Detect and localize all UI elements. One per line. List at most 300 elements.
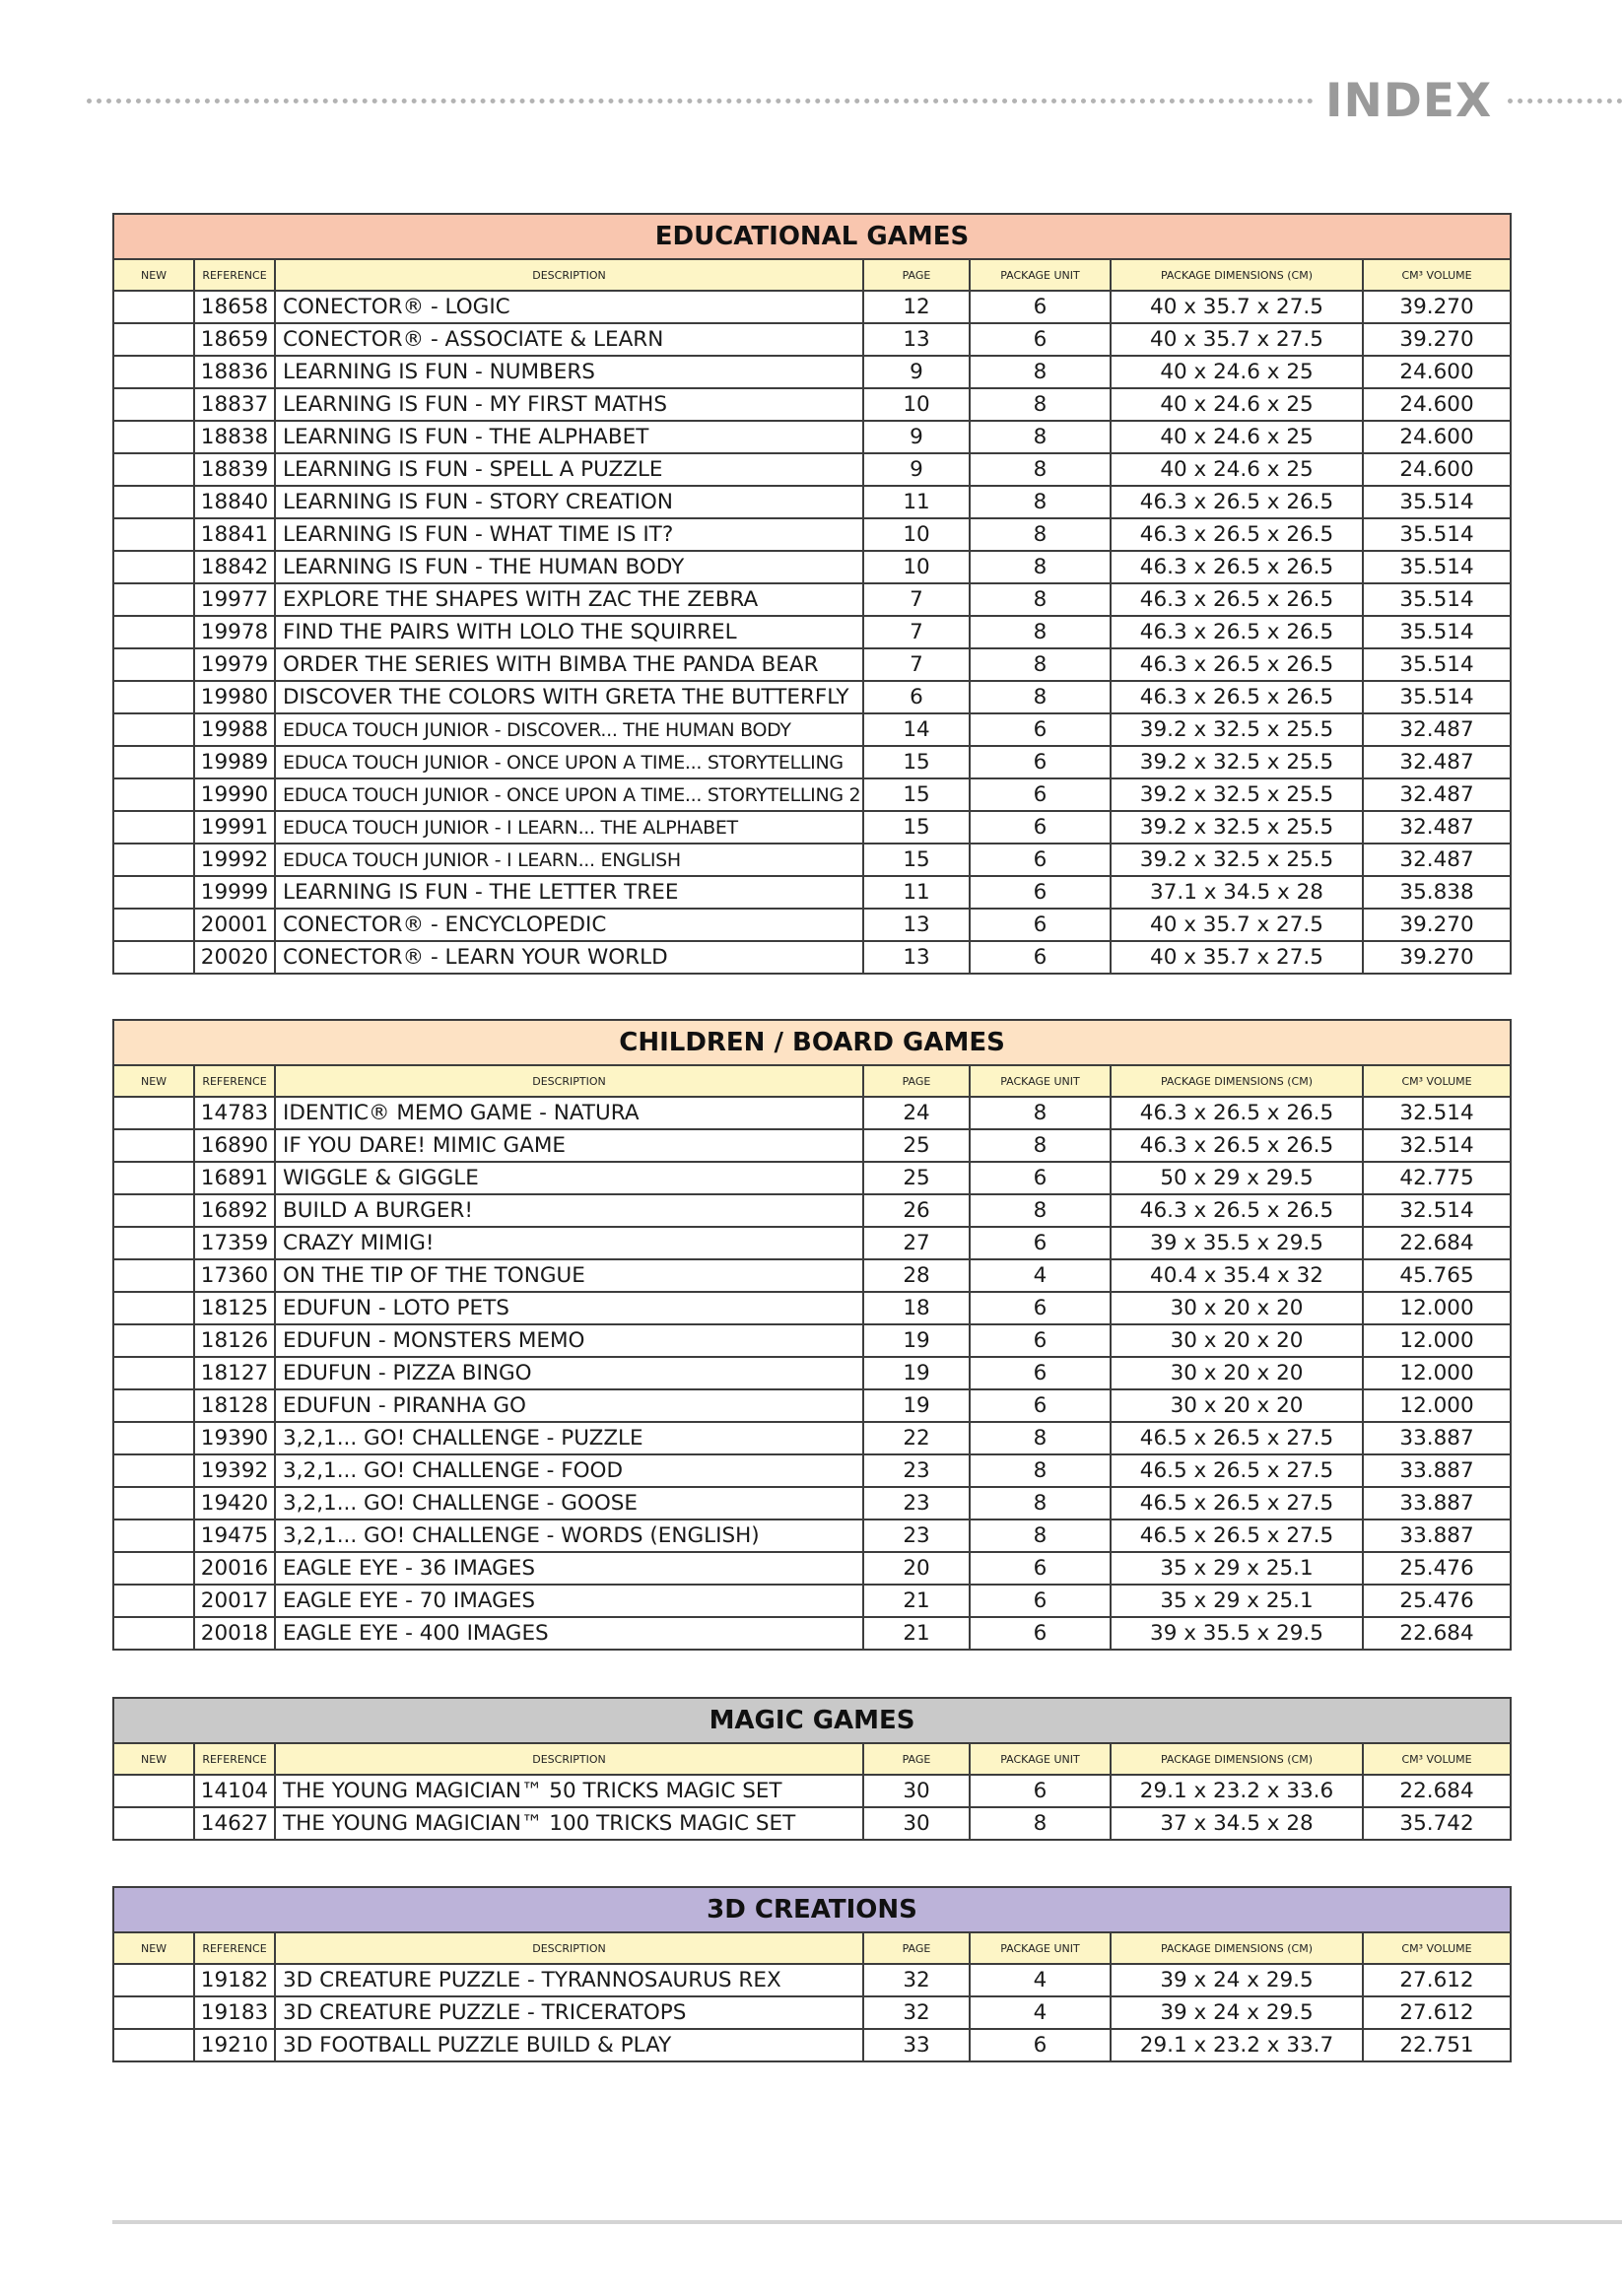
table-row (113, 1552, 1511, 1585)
cell-description: IF YOU DARE! MIMIC GAME (275, 1129, 863, 1162)
cell-page: 12 (863, 291, 970, 323)
cell-page: 14 (863, 713, 970, 746)
column-header-new: NEW (113, 259, 194, 291)
cell-description: EDUFUN - MONSTERS MEMO (275, 1324, 863, 1357)
cell-volume: 35.514 (1363, 681, 1511, 713)
cell-package-unit: 6 (970, 909, 1111, 941)
cell-package-dimensions: 30 x 20 x 20 (1111, 1389, 1363, 1422)
cell-page: 15 (863, 844, 970, 876)
index-table (112, 213, 1512, 975)
cell-package-unit: 8 (970, 356, 1111, 388)
cell-package-unit: 8 (970, 1097, 1111, 1129)
column-header-new: NEW (113, 1065, 194, 1097)
cell-package-unit: 6 (970, 811, 1111, 844)
cell-package-unit: 6 (970, 746, 1111, 778)
cell-description: ORDER THE SERIES WITH BIMBA THE PANDA BEAR (275, 648, 863, 681)
cell-package-dimensions: 46.3 x 26.5 x 26.5 (1111, 551, 1363, 583)
cell-volume: 35.742 (1363, 1807, 1511, 1840)
cell-volume: 35.514 (1363, 486, 1511, 518)
cell-volume: 22.751 (1363, 2029, 1511, 2061)
dotted-rule-right (1508, 99, 1622, 103)
cell-description: CRAZY MIMIG! (275, 1227, 863, 1259)
cell-new (113, 1194, 194, 1227)
cell-new (113, 1324, 194, 1357)
cell-package-dimensions: 46.3 x 26.5 x 26.5 (1111, 518, 1363, 551)
column-header-package-dimensions: PACKAGE DIMENSIONS (CM) (1111, 1932, 1363, 1964)
cell-volume: 35.514 (1363, 518, 1511, 551)
cell-package-dimensions: 46.3 x 26.5 x 26.5 (1111, 1097, 1363, 1129)
table-row (113, 1996, 1511, 2029)
column-header-description: DESCRIPTION (275, 1065, 863, 1097)
cell-description: LEARNING IS FUN - THE HUMAN BODY (275, 551, 863, 583)
cell-package-dimensions: 46.5 x 26.5 x 27.5 (1111, 1454, 1363, 1487)
cell-volume: 39.270 (1363, 941, 1511, 974)
cell-volume: 35.514 (1363, 616, 1511, 648)
index-table (112, 1886, 1512, 2062)
table-row (113, 1487, 1511, 1519)
cell-new (113, 844, 194, 876)
cell-page: 28 (863, 1259, 970, 1292)
cell-page: 19 (863, 1357, 970, 1389)
table-row (113, 291, 1511, 323)
table-row (113, 1162, 1511, 1194)
cell-description: 3D CREATURE PUZZLE - TRICERATOPS (275, 1996, 863, 2029)
cell-new (113, 811, 194, 844)
cell-page: 24 (863, 1097, 970, 1129)
page-header (0, 67, 1622, 136)
cell-package-unit: 4 (970, 1964, 1111, 1996)
cell-package-dimensions: 39 x 35.5 x 29.5 (1111, 1227, 1363, 1259)
cell-reference: 19980 (194, 681, 275, 713)
cell-package-unit: 4 (970, 1259, 1111, 1292)
cell-new (113, 1389, 194, 1422)
cell-new (113, 1807, 194, 1840)
cell-package-dimensions: 46.3 x 26.5 x 26.5 (1111, 486, 1363, 518)
cell-reference: 19978 (194, 616, 275, 648)
cell-description: EAGLE EYE - 70 IMAGES (275, 1585, 863, 1617)
cell-description: CONECTOR® - ASSOCIATE & LEARN (275, 323, 863, 356)
cell-description: LEARNING IS FUN - THE ALPHABET (275, 421, 863, 453)
cell-package-unit: 6 (970, 1775, 1111, 1807)
column-header-reference: REFERENCE (194, 259, 275, 291)
cell-package-unit: 6 (970, 323, 1111, 356)
cell-reference: 19183 (194, 1996, 275, 2029)
cell-volume: 35.514 (1363, 551, 1511, 583)
cell-new (113, 1487, 194, 1519)
cell-volume: 33.887 (1363, 1454, 1511, 1487)
cell-new (113, 616, 194, 648)
table-row (113, 1519, 1511, 1552)
cell-new (113, 551, 194, 583)
cell-new (113, 1162, 194, 1194)
table-row (113, 2029, 1511, 2061)
cell-description: THE YOUNG MAGICIAN™ 50 TRICKS MAGIC SET (275, 1775, 863, 1807)
cell-reference: 19988 (194, 713, 275, 746)
column-header-description: DESCRIPTION (275, 1932, 863, 1964)
cell-new (113, 1519, 194, 1552)
cell-package-unit: 6 (970, 1585, 1111, 1617)
cell-reference: 18126 (194, 1324, 275, 1357)
cell-new (113, 1454, 194, 1487)
cell-package-unit: 6 (970, 1357, 1111, 1389)
cell-volume: 33.887 (1363, 1487, 1511, 1519)
cell-new (113, 486, 194, 518)
index-table (112, 1019, 1512, 1651)
cell-new (113, 323, 194, 356)
cell-package-dimensions: 39.2 x 32.5 x 25.5 (1111, 713, 1363, 746)
cell-new (113, 909, 194, 941)
cell-package-unit: 8 (970, 1519, 1111, 1552)
cell-volume: 35.514 (1363, 583, 1511, 616)
cell-reference: 18840 (194, 486, 275, 518)
cell-description: EDUCA TOUCH JUNIOR - ONCE UPON A TIME... STORYTELLING 2 (275, 778, 863, 811)
cell-volume: 32.487 (1363, 844, 1511, 876)
table-row (113, 909, 1511, 941)
cell-package-dimensions: 40 x 24.6 x 25 (1111, 421, 1363, 453)
cell-reference: 14104 (194, 1775, 275, 1807)
cell-volume: 39.270 (1363, 323, 1511, 356)
cell-description: LEARNING IS FUN - THE LETTER TREE (275, 876, 863, 909)
cell-new (113, 1259, 194, 1292)
cell-description: CONECTOR® - LEARN YOUR WORLD (275, 941, 863, 974)
cell-reference: 19390 (194, 1422, 275, 1454)
cell-package-unit: 8 (970, 648, 1111, 681)
column-header-page: PAGE (863, 1743, 970, 1775)
cell-new (113, 1129, 194, 1162)
cell-package-unit: 8 (970, 1194, 1111, 1227)
cell-package-unit: 6 (970, 778, 1111, 811)
section-title: 3D CREATIONS (113, 1887, 1511, 1932)
cell-package-unit: 8 (970, 518, 1111, 551)
cell-page: 9 (863, 421, 970, 453)
table-row (113, 616, 1511, 648)
dotted-rule-left (87, 99, 1314, 103)
cell-reference: 18841 (194, 518, 275, 551)
cell-new (113, 2029, 194, 2061)
cell-page: 15 (863, 746, 970, 778)
cell-package-unit: 8 (970, 1422, 1111, 1454)
cell-description: WIGGLE & GIGGLE (275, 1162, 863, 1194)
cell-new (113, 746, 194, 778)
cell-volume: 24.600 (1363, 421, 1511, 453)
column-header-reference: REFERENCE (194, 1065, 275, 1097)
cell-page: 20 (863, 1552, 970, 1585)
cell-page: 23 (863, 1454, 970, 1487)
cell-package-dimensions: 46.3 x 26.5 x 26.5 (1111, 681, 1363, 713)
cell-package-dimensions: 35 x 29 x 25.1 (1111, 1552, 1363, 1585)
table-row (113, 583, 1511, 616)
cell-description: EXPLORE THE SHAPES WITH ZAC THE ZEBRA (275, 583, 863, 616)
section-children-board-games (112, 1019, 1510, 1651)
column-header-package-dimensions: PACKAGE DIMENSIONS (CM) (1111, 1065, 1363, 1097)
cell-volume: 25.476 (1363, 1585, 1511, 1617)
cell-volume: 42.775 (1363, 1162, 1511, 1194)
cell-package-unit: 6 (970, 876, 1111, 909)
table-row (113, 746, 1511, 778)
cell-new (113, 1422, 194, 1454)
column-header-reference: REFERENCE (194, 1743, 275, 1775)
cell-page: 25 (863, 1129, 970, 1162)
cell-new (113, 1775, 194, 1807)
cell-package-unit: 8 (970, 1807, 1111, 1840)
cell-reference: 20001 (194, 909, 275, 941)
cell-package-unit: 8 (970, 681, 1111, 713)
cell-package-unit: 8 (970, 486, 1111, 518)
cell-new (113, 1292, 194, 1324)
column-header-new: NEW (113, 1932, 194, 1964)
cell-package-dimensions: 46.5 x 26.5 x 27.5 (1111, 1422, 1363, 1454)
column-header-volume: CM³ VOLUME (1363, 259, 1511, 291)
cell-page: 26 (863, 1194, 970, 1227)
cell-package-dimensions: 39.2 x 32.5 x 25.5 (1111, 811, 1363, 844)
column-header-volume: CM³ VOLUME (1363, 1743, 1511, 1775)
cell-description: 3,2,1... GO! CHALLENGE - FOOD (275, 1454, 863, 1487)
cell-volume: 32.487 (1363, 746, 1511, 778)
cell-package-unit: 6 (970, 1389, 1111, 1422)
column-header-row (113, 259, 1511, 291)
cell-volume: 39.270 (1363, 909, 1511, 941)
table-row (113, 1422, 1511, 1454)
table-row (113, 323, 1511, 356)
cell-page: 21 (863, 1585, 970, 1617)
cell-description: EAGLE EYE - 36 IMAGES (275, 1552, 863, 1585)
cell-description: FIND THE PAIRS WITH LOLO THE SQUIRREL (275, 616, 863, 648)
cell-volume: 27.612 (1363, 1964, 1511, 1996)
cell-description: 3D CREATURE PUZZLE - TYRANNOSAURUS REX (275, 1964, 863, 1996)
cell-page: 15 (863, 778, 970, 811)
table-row (113, 713, 1511, 746)
cell-page: 32 (863, 1996, 970, 2029)
cell-volume: 12.000 (1363, 1292, 1511, 1324)
cell-description: EDUCA TOUCH JUNIOR - DISCOVER... THE HUMAN BODY (275, 713, 863, 746)
cell-reference: 17360 (194, 1259, 275, 1292)
table-row (113, 648, 1511, 681)
column-header-description: DESCRIPTION (275, 259, 863, 291)
cell-reference: 19392 (194, 1454, 275, 1487)
cell-package-unit: 8 (970, 453, 1111, 486)
column-header-page: PAGE (863, 1065, 970, 1097)
cell-package-dimensions: 46.3 x 26.5 x 26.5 (1111, 648, 1363, 681)
cell-page: 13 (863, 323, 970, 356)
cell-package-unit: 4 (970, 1996, 1111, 2029)
table-row (113, 453, 1511, 486)
cell-description: 3D FOOTBALL PUZZLE BUILD & PLAY (275, 2029, 863, 2061)
cell-description: IDENTIC® MEMO GAME - NATURA (275, 1097, 863, 1129)
cell-reference: 19992 (194, 844, 275, 876)
cell-new (113, 291, 194, 323)
cell-volume: 32.487 (1363, 778, 1511, 811)
table-row (113, 486, 1511, 518)
table-row (113, 1194, 1511, 1227)
cell-reference: 18836 (194, 356, 275, 388)
table-row (113, 941, 1511, 974)
column-header-description: DESCRIPTION (275, 1743, 863, 1775)
cell-new (113, 778, 194, 811)
cell-new (113, 1585, 194, 1617)
cell-page: 6 (863, 681, 970, 713)
cell-package-dimensions: 46.3 x 26.5 x 26.5 (1111, 1129, 1363, 1162)
table-row (113, 1775, 1511, 1807)
column-header-row (113, 1065, 1511, 1097)
cell-description: LEARNING IS FUN - MY FIRST MATHS (275, 388, 863, 421)
cell-new (113, 583, 194, 616)
column-header-package-unit: PACKAGE UNIT (970, 1743, 1111, 1775)
cell-package-unit: 8 (970, 551, 1111, 583)
cell-reference: 20020 (194, 941, 275, 974)
cell-new (113, 356, 194, 388)
cell-page: 10 (863, 388, 970, 421)
column-header-package-unit: PACKAGE UNIT (970, 1065, 1111, 1097)
cell-reference: 14783 (194, 1097, 275, 1129)
cell-page: 13 (863, 909, 970, 941)
cell-description: CONECTOR® - LOGIC (275, 291, 863, 323)
section-title: MAGIC GAMES (113, 1698, 1511, 1743)
table-row (113, 844, 1511, 876)
cell-package-unit: 8 (970, 1454, 1111, 1487)
cell-description: LEARNING IS FUN - SPELL A PUZZLE (275, 453, 863, 486)
table-row (113, 551, 1511, 583)
cell-package-dimensions: 40.4 x 35.4 x 32 (1111, 1259, 1363, 1292)
table-row (113, 1259, 1511, 1292)
cell-new (113, 681, 194, 713)
cell-page: 7 (863, 648, 970, 681)
cell-reference: 19989 (194, 746, 275, 778)
cell-volume: 32.514 (1363, 1194, 1511, 1227)
cell-page: 10 (863, 518, 970, 551)
cell-reference: 16891 (194, 1162, 275, 1194)
cell-package-unit: 6 (970, 844, 1111, 876)
cell-description: CONECTOR® - ENCYCLOPEDIC (275, 909, 863, 941)
cell-new (113, 713, 194, 746)
section-title: EDUCATIONAL GAMES (113, 214, 1511, 259)
cell-reference: 16890 (194, 1129, 275, 1162)
cell-package-dimensions: 40 x 24.6 x 25 (1111, 388, 1363, 421)
cell-new (113, 388, 194, 421)
cell-description: LEARNING IS FUN - WHAT TIME IS IT? (275, 518, 863, 551)
section-educational-games (112, 213, 1510, 975)
column-header-new: NEW (113, 1743, 194, 1775)
cell-package-unit: 8 (970, 1129, 1111, 1162)
cell-description: THE YOUNG MAGICIAN™ 100 TRICKS MAGIC SET (275, 1807, 863, 1840)
cell-new (113, 1617, 194, 1650)
cell-package-dimensions: 46.3 x 26.5 x 26.5 (1111, 583, 1363, 616)
table-row (113, 518, 1511, 551)
cell-package-unit: 8 (970, 388, 1111, 421)
table-row (113, 876, 1511, 909)
column-header-package-dimensions: PACKAGE DIMENSIONS (CM) (1111, 1743, 1363, 1775)
cell-new (113, 1964, 194, 1996)
cell-description: LEARNING IS FUN - NUMBERS (275, 356, 863, 388)
column-header-package-unit: PACKAGE UNIT (970, 1932, 1111, 1964)
cell-package-unit: 6 (970, 2029, 1111, 2061)
cell-reference: 18837 (194, 388, 275, 421)
cell-volume: 33.887 (1363, 1422, 1511, 1454)
cell-new (113, 1097, 194, 1129)
cell-reference: 19210 (194, 2029, 275, 2061)
cell-page: 19 (863, 1389, 970, 1422)
cell-new (113, 1996, 194, 2029)
table-row (113, 1097, 1511, 1129)
cell-page: 23 (863, 1519, 970, 1552)
cell-reference: 19977 (194, 583, 275, 616)
column-header-volume: CM³ VOLUME (1363, 1932, 1511, 1964)
cell-page: 30 (863, 1807, 970, 1840)
cell-package-unit: 8 (970, 421, 1111, 453)
table-row (113, 1324, 1511, 1357)
table-row (113, 1292, 1511, 1324)
cell-reference: 20017 (194, 1585, 275, 1617)
table-row (113, 421, 1511, 453)
cell-reference: 19475 (194, 1519, 275, 1552)
cell-new (113, 1552, 194, 1585)
cell-page: 11 (863, 876, 970, 909)
cell-package-unit: 8 (970, 583, 1111, 616)
cell-description: LEARNING IS FUN - STORY CREATION (275, 486, 863, 518)
cell-package-dimensions: 40 x 35.7 x 27.5 (1111, 291, 1363, 323)
cell-page: 19 (863, 1324, 970, 1357)
cell-volume: 12.000 (1363, 1357, 1511, 1389)
cell-page: 7 (863, 616, 970, 648)
cell-new (113, 518, 194, 551)
cell-reference: 18659 (194, 323, 275, 356)
cell-reference: 19420 (194, 1487, 275, 1519)
cell-page: 32 (863, 1964, 970, 1996)
cell-reference: 20016 (194, 1552, 275, 1585)
cell-volume: 22.684 (1363, 1775, 1511, 1807)
cell-package-unit: 8 (970, 616, 1111, 648)
cell-volume: 24.600 (1363, 453, 1511, 486)
cell-page: 21 (863, 1617, 970, 1650)
cell-package-unit: 6 (970, 1292, 1111, 1324)
table-row (113, 1227, 1511, 1259)
cell-description: EDUFUN - PIZZA BINGO (275, 1357, 863, 1389)
cell-volume: 24.600 (1363, 356, 1511, 388)
cell-new (113, 648, 194, 681)
cell-reference: 18127 (194, 1357, 275, 1389)
cell-package-dimensions: 35 x 29 x 25.1 (1111, 1585, 1363, 1617)
column-header-page: PAGE (863, 1932, 970, 1964)
cell-description: ON THE TIP OF THE TONGUE (275, 1259, 863, 1292)
cell-volume: 22.684 (1363, 1617, 1511, 1650)
cell-volume: 45.765 (1363, 1259, 1511, 1292)
cell-new (113, 876, 194, 909)
cell-reference: 17359 (194, 1227, 275, 1259)
cell-reference: 16892 (194, 1194, 275, 1227)
cell-page: 9 (863, 453, 970, 486)
cell-volume: 32.487 (1363, 811, 1511, 844)
cell-description: EDUFUN - LOTO PETS (275, 1292, 863, 1324)
cell-package-unit: 6 (970, 1552, 1111, 1585)
cell-package-dimensions: 39.2 x 32.5 x 25.5 (1111, 844, 1363, 876)
cell-description: EDUCA TOUCH JUNIOR - I LEARN... THE ALPHABET (275, 811, 863, 844)
cell-package-dimensions: 30 x 20 x 20 (1111, 1324, 1363, 1357)
cell-volume: 25.476 (1363, 1552, 1511, 1585)
footer-rule (112, 2220, 1622, 2224)
cell-package-dimensions: 39.2 x 32.5 x 25.5 (1111, 778, 1363, 811)
cell-package-dimensions: 46.5 x 26.5 x 27.5 (1111, 1487, 1363, 1519)
cell-description: DISCOVER THE COLORS WITH GRETA THE BUTTERFLY (275, 681, 863, 713)
cell-package-unit: 6 (970, 1324, 1111, 1357)
cell-page: 25 (863, 1162, 970, 1194)
cell-reference: 19990 (194, 778, 275, 811)
table-row (113, 1964, 1511, 1996)
cell-volume: 12.000 (1363, 1324, 1511, 1357)
cell-reference: 18842 (194, 551, 275, 583)
cell-page: 11 (863, 486, 970, 518)
cell-reference: 19979 (194, 648, 275, 681)
cell-package-dimensions: 30 x 20 x 20 (1111, 1357, 1363, 1389)
table-row (113, 1389, 1511, 1422)
